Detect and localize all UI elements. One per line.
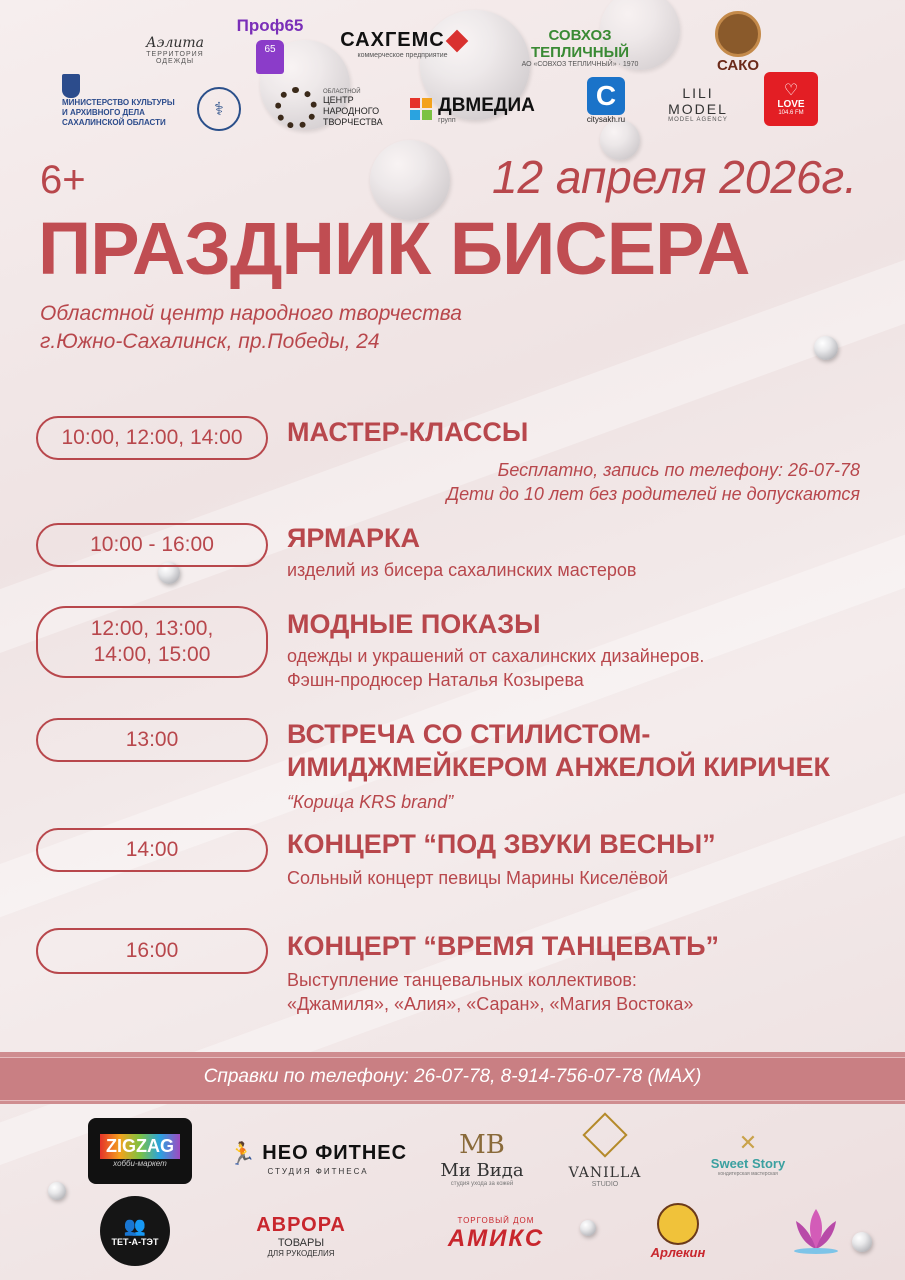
event-description: «Джамиля», «Алия», «Саран», «Магия Востока» [287,994,694,1014]
logo-zigzag-sub: хобби-маркет [113,1159,167,1168]
logo-vanilla [560,1108,650,1198]
logo-aelita-sub: ТЕРРИТОРИЯ ОДЕЖДЫ [146,51,204,65]
logo-mivida-mono: MB [459,1129,505,1160]
pearl-decoration [48,1182,66,1200]
logo-aelita [130,28,220,72]
event-title: МАСТЕР-КЛАССЫ [287,417,529,447]
logo-amiks-sub: ТОРГОВЫЙ ДОМ [457,1215,535,1225]
pearl-decoration [852,1232,872,1252]
ornament-icon [275,87,317,129]
emblem-icon: ⚕ [197,87,241,131]
logo-dvmedia [400,92,545,126]
event-date: 12 апреля 2026г. [491,151,857,203]
age-rating: 6+ [40,158,86,202]
event-title: ЯРМАРКА [287,523,421,553]
event-description: Выступление танцевальных коллективов: [287,970,637,990]
logo-sovkhoz-sub: АО «СОВХОЗ ТЕПЛИЧНЫЙ» · 1970 [521,60,639,68]
bear-icon [715,11,761,57]
time-pill: 14:00 [36,828,268,872]
c-icon: C [587,77,625,115]
couple-icon: 👥 [123,1215,147,1236]
logo-sovkhoz [500,26,660,68]
time-pill: 10:00, 12:00, 14:00 [36,416,268,460]
logo-sweet-story [700,1118,796,1188]
logo-tet-name: ТЕТ-А-ТЭТ [111,1236,159,1247]
event-description: изделий из бисера сахалинских мастеров [287,560,637,580]
logo-center-sub: ОБЛАСТНОЙ [323,88,361,95]
event-description: Бесплатно, запись по телефону: 26-07-78 [497,460,860,480]
pearl-decoration [814,336,838,360]
event-description: Фэшн-продюсер Наталья Козырева [287,670,584,690]
logo-arlekin [640,1196,716,1266]
event-description: Дети до 10 лет без родителей не допускаются [446,484,860,504]
logo-vanilla-name: VANILLA [568,1164,642,1181]
event-title: ВСТРЕЧА СО СТИЛИСТОМ- [287,719,651,749]
time-pill: 10:00 - 16:00 [36,523,268,567]
event-description: Сольный концерт певицы Марины Киселёвой [287,868,669,888]
coat-of-arms-icon [62,74,80,98]
logo-sakhgems-name: САХГЕМС [340,29,445,51]
runner-icon: 🏃 [228,1140,257,1166]
logo-lili-name: LILI MODEL [668,85,728,117]
event-title: МОДНЫЕ ПОКАЗЫ [287,609,541,639]
time-pill-line: 12:00, 13:00, [90,617,214,640]
logo-amiks-name: АМИКС [447,1224,545,1252]
heart-icon: ♡ [783,81,799,99]
logo-sweet-sub: кондитерская мастерская [718,1170,778,1177]
grid-icon [410,98,432,120]
jester-icon [657,1203,699,1245]
logo-sovkhoz-name: СОВХОЗ ТЕПЛИЧНЫЙ [530,26,630,61]
venue-line-1: Областной центр народного творчества [40,302,462,325]
logo-dvmedia-sub: групп [438,116,456,124]
event-title: КОНЦЕРТ “ПОД ЗВУКИ ВЕСНЫ” [287,829,716,859]
time-pill: 16:00 [36,928,268,974]
logo-mi-vida [430,1120,534,1196]
logo-ministry-culture [62,68,180,134]
logo-neo-name: НЕО ФИТНЕС [262,1142,408,1164]
diamond-icon [445,29,468,52]
logo-aelita-name: Аэлита [146,35,204,51]
logo-love-radio [764,72,818,126]
logo-medical-emblem [196,86,242,132]
logo-lili-sub: MODEL AGENCY [668,117,728,123]
logo-neo-sub: СТУДИЯ ФИТНЕСА [267,1166,369,1176]
logo-center-folk-art [272,80,382,136]
logo-center-name: ЦЕНТР НАРОДНОГО ТВОРЧЕСТВА [323,94,383,127]
logo-mivida-sub: студия ухода за кожей [450,1180,514,1187]
logo-love-name: LOVE [777,98,805,110]
logo-sakhgems-sub: коммерческое предприятие [357,52,448,59]
logo-vanilla-sub: STUDIO [591,1180,619,1188]
logo-mivida-name: Ми Вида [440,1159,524,1181]
event-description: “Корица KRS brand” [287,792,454,812]
logo-prof65 [230,10,310,80]
logo-avrora-sub2: ДЛЯ РУКОДЕЛИЯ [267,1249,335,1258]
logo-arlekin-name: Арлекин [650,1244,706,1260]
logo-avrora [246,1212,356,1260]
logo-sakhgems [330,26,475,62]
logo-citysakh [578,72,634,128]
time-pill-line: 14:00, 15:00 [93,643,211,666]
whisk-icon: ✕ [738,1129,758,1155]
logo-sako-name: САКО [716,56,760,74]
logo-tet-a-tet [100,1196,170,1266]
logo-lili-model [650,86,746,122]
chair-icon: 65 [256,40,284,74]
logo-amiks [408,1214,584,1254]
logo-zigzag-name: ZIGZAG [100,1134,180,1159]
logo-prof65-name: Проф65 [236,16,304,35]
contact-phones: Справки по телефону: 26-07-78, 8-914-756-07-78 (MAX) [203,1066,702,1087]
logo-love-sub: 104.6 FM [778,109,804,116]
time-pill [36,606,268,678]
lotus-flower-icon [788,1205,844,1255]
logo-zigzag [88,1118,192,1184]
logo-neo-fitness [220,1138,416,1178]
logo-avrora-sub1: ТОВАРЫ [277,1237,325,1249]
logo-ministry-name: МИНИСТЕРСТВО КУЛЬТУРЫ И АРХИВНОГО ДЕЛА САХАЛИНСКОЙ ОБЛАСТИ [62,98,175,127]
logo-sweet-name: Sweet Story [710,1155,786,1171]
event-title: КОНЦЕРТ “ВРЕМЯ ТАНЦЕВАТЬ” [287,931,719,961]
time-pill: 13:00 [36,718,268,762]
venue-line-2: г.Южно-Сахалинск, пр.Победы, 24 [40,330,380,353]
logo-citysakh-name: citysakh.ru [586,114,626,124]
lotus-icon [786,1200,846,1260]
logo-avrora-name: АВРОРА [256,1214,346,1236]
vanilla-flower-icon [582,1112,627,1157]
page-title: ПРАЗДНИК БИСЕРА [38,207,750,290]
event-description: одежды и украшений от сахалинских дизайнеров. [287,646,705,666]
logo-sako [708,10,768,74]
venue-address [40,300,462,356]
event-title: ИМИДЖМЕЙКЕРОМ АНЖЕЛОЙ КИРИЧЕК [287,752,831,782]
logo-dvmedia-name: ДВМЕДИА [438,94,535,116]
